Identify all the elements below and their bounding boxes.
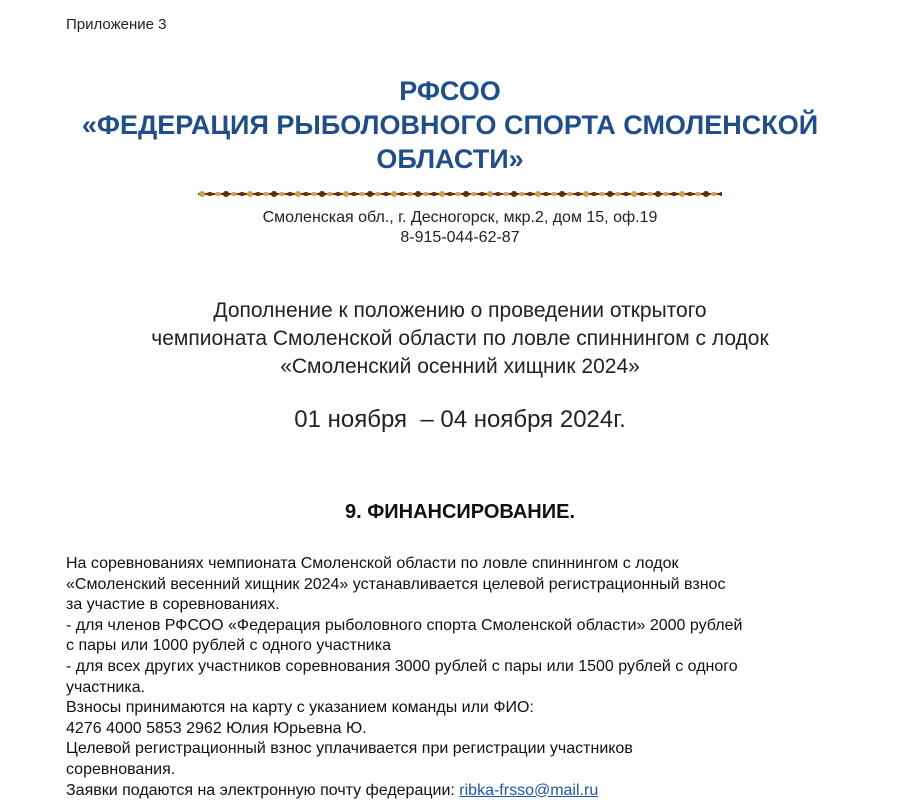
org-title-line: ОБЛАСТИ» [376,144,524,174]
body-line: Целевой регистрационный взнос уплачивается при регистрации участников [66,740,633,758]
body-line: Взносы принимаются на карту с указанием команды или ФИО: [66,699,534,717]
divider-bead [455,192,461,196]
title-line: чемпионата Смоленской области по ловле спиннингом с лодок [151,327,769,350]
divider-bead [295,191,301,197]
divider-bead [351,192,357,196]
divider-bead [511,191,517,197]
divider-bead [599,192,605,196]
body-line: - для всех других участников соревнования 3000 рублей с пары или 1500 рублей с одного [66,657,738,675]
divider-bead [207,192,213,196]
divider-bead [679,191,685,197]
body-line: с пары или 1000 рублей с одного участника [66,637,391,655]
divider-bead [271,191,277,197]
ornamental-divider [198,186,722,202]
divider-bead [223,191,229,197]
divider-bead [695,192,701,196]
divider-bead [359,192,365,196]
body-line: «Смоленский весенний хищник 2024» устанавливается целевой регистрационный взнос [66,575,726,593]
body-line: На соревнованиях чемпионата Смоленской области по ловле спиннингом с лодок [66,555,679,572]
event-dates: 01 ноября – 04 ноября 2024г. [294,406,626,433]
title-line: «Смоленский осенний хищник 2024» [280,355,640,378]
divider-bead [519,192,525,196]
divider-bead [527,192,533,196]
divider-bead [703,191,709,197]
divider-bead [255,192,261,196]
divider-bead [663,192,669,196]
divider-bead [479,192,485,196]
organization-title [0,74,900,176]
divider-bead [591,192,597,196]
divider-bead [535,191,541,197]
divider-bead [439,191,445,197]
divider-bead [551,192,557,196]
divider-bead [503,192,509,196]
divider-bead [447,192,453,196]
divider-bead [567,192,573,196]
divider-bead [719,192,722,196]
divider-bead [559,191,565,197]
divider-bead [287,192,293,196]
divider-bead [415,191,421,197]
email-prefix: Заявки подаются на электронную почту федерации: [66,781,460,799]
divider-bead [247,191,253,197]
divider-bead [543,192,549,196]
divider-bead [279,192,285,196]
divider-bead [231,192,237,196]
divider-bead [623,192,629,196]
divider-bead [311,192,317,196]
divider-bead [631,191,637,197]
divider-bead [423,192,429,196]
divider-bead [343,191,349,197]
divider-bead [671,192,677,196]
section-body [66,554,866,801]
org-title-line: РФСОО [399,76,501,106]
body-line: - для членов РФСОО «Федерация рыболовного спорта Смоленской области» 2000 рублей [66,616,743,634]
body-line: за участие в соревнованиях. [66,596,280,614]
divider-bead [575,192,581,196]
divider-bead [367,191,373,197]
org-title-line: «ФЕДЕРАЦИЯ РЫБОЛОВНОГО СПОРТА СМОЛЕНСКОЙ [81,110,819,140]
divider-bead [199,191,205,197]
divider-bead [327,192,333,196]
divider-bead [215,192,221,196]
divider-bead [487,191,493,197]
divider-bead [615,192,621,196]
divider-bead [431,192,437,196]
divider-bead [263,192,269,196]
divider-bead [647,192,653,196]
body-line: участника. [66,678,146,696]
divider-bead [607,191,613,197]
phone-text: 8-915-044-62-87 [400,229,520,246]
body-line: соревнования. [66,760,176,778]
section-heading: 9. ФИНАНСИРОВАНИЕ. [344,501,576,523]
divider-bead [655,191,661,197]
title-line: Дополнение к положению о проведении открытого [213,299,707,322]
divider-bead [711,192,717,196]
divider-bead [639,192,645,196]
divider-bead [391,191,397,197]
divider-bead [239,192,245,196]
divider-bead [463,191,469,197]
appendix-label: Приложение 3 [66,16,167,33]
divider-bead [399,192,405,196]
email-link[interactable]: ribka-frsso@mail.ru [459,781,599,799]
divider-bead [583,191,589,197]
address-text: Смоленская обл., г. Десногорск, мкр.2, дом 15, оф.19 [262,209,658,226]
divider-bead [375,192,381,196]
document-title [0,297,900,381]
body-line: 4276 4000 5853 2962 Юлия Юрьевна Ю. [66,719,367,737]
divider-bead [407,192,413,196]
divider-bead [471,192,477,196]
divider-bead [319,191,325,197]
divider-bead [335,192,341,196]
divider-bead [303,192,309,196]
divider-bead [687,192,693,196]
divider-bead [383,192,389,196]
contact-info [0,208,900,248]
divider-bead [495,192,501,196]
email-line [66,781,866,802]
